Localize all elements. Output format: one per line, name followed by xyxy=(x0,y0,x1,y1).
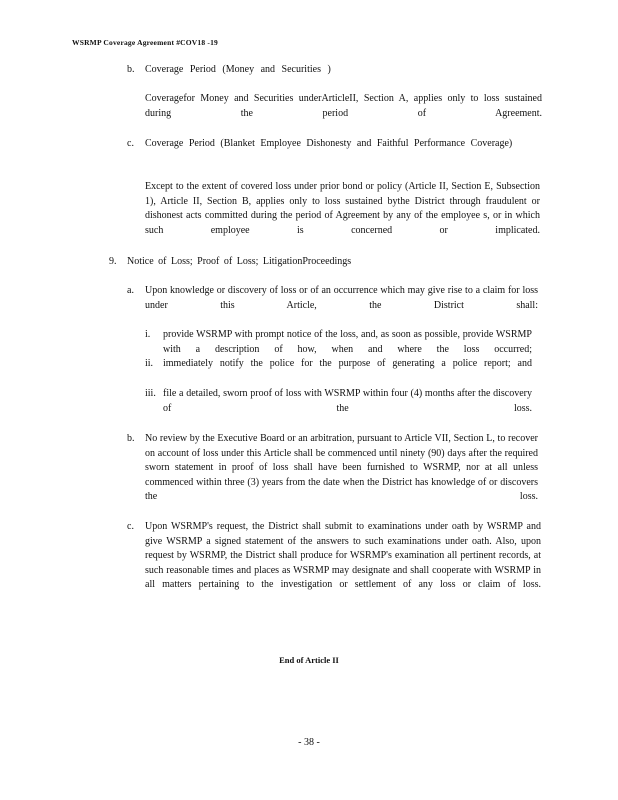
document-header: WSRMP Coverage Agreement #COV18 -19 xyxy=(72,38,218,47)
section-9-title: Notice of Loss; Proof of Loss; LitigationProceedings xyxy=(127,256,352,267)
section-9-label: 9. xyxy=(109,256,117,267)
list-item-label: ii. xyxy=(145,358,154,369)
list-item-label: i. xyxy=(145,329,151,340)
section-b-title: Coverage Period (Money and Securities ) xyxy=(145,64,331,75)
section-9a-label: a. xyxy=(127,285,134,296)
end-of-article-title: End of Article II xyxy=(279,655,339,665)
section-c-body: Except to the extent of covered loss under prior bond or policy (Article II, Section E, Subsection 1), Article II, Section B, applies only to loss sustained bythe District through fraudulent or dishonest acts committed during the period of Agreement by any of the employee s, or in which such employee is concerned or implicated. xyxy=(145,181,540,236)
section-9b-text: No review by the Executive Board or an arbitration, pursuant to Article VII, Section L, to recover on account of loss under this Article shall be commenced until ninety (90) days after the required sworn statement in proof of loss shall have been furnished to WSRMP, nor at all unless commenced within three (3) years from the date when the District has knowledge of or discovers the loss. xyxy=(145,433,538,503)
section-9b-label: b. xyxy=(127,433,135,444)
section-9c-text: Upon WSRMP's request, the District shall submit to examinations under oath by WSRMP and give WSRMP a signed statement of the answers to such examinations under oath. Also, upon request by WSRMP, the District shall produce for WSRMP's examination all pertinent records, at such reasonable times and places as WSRMP may designate and shall cooperate with WSRMP in all matters pertaining to the investigation or settlement of any loss or claim of loss. xyxy=(145,521,541,591)
section-b-body: Coveragefor Money and Securities underArticleII, Section A, applies only to loss sustained during the period of Agreement. xyxy=(145,93,542,119)
section-c-label: c. xyxy=(127,138,134,149)
list-item-text: file a detailed, sworn proof of loss with WSRMP within four (4) months after the discovery of the loss. xyxy=(163,388,532,414)
section-b-label: b. xyxy=(127,64,135,75)
page-number: - 38 - xyxy=(298,737,320,748)
section-c-title: Coverage Period (Blanket Employee Dishonesty and Faithful Performance Coverage) xyxy=(145,138,513,149)
section-9c-label: c. xyxy=(127,521,134,532)
list-item-text: immediately notify the police for the purpose of generating a police report; and xyxy=(163,358,532,369)
list-item-text: provide WSRMP with prompt notice of the loss, and, as soon as possible, provide WSRMP with a description of how, when and where the loss occurred; xyxy=(163,329,532,355)
list-item-label: iii. xyxy=(145,388,156,399)
section-9a-intro: Upon knowledge or discovery of loss or of an occurrence which may give rise to a claim for loss under this Article, the District shall: xyxy=(145,285,538,311)
